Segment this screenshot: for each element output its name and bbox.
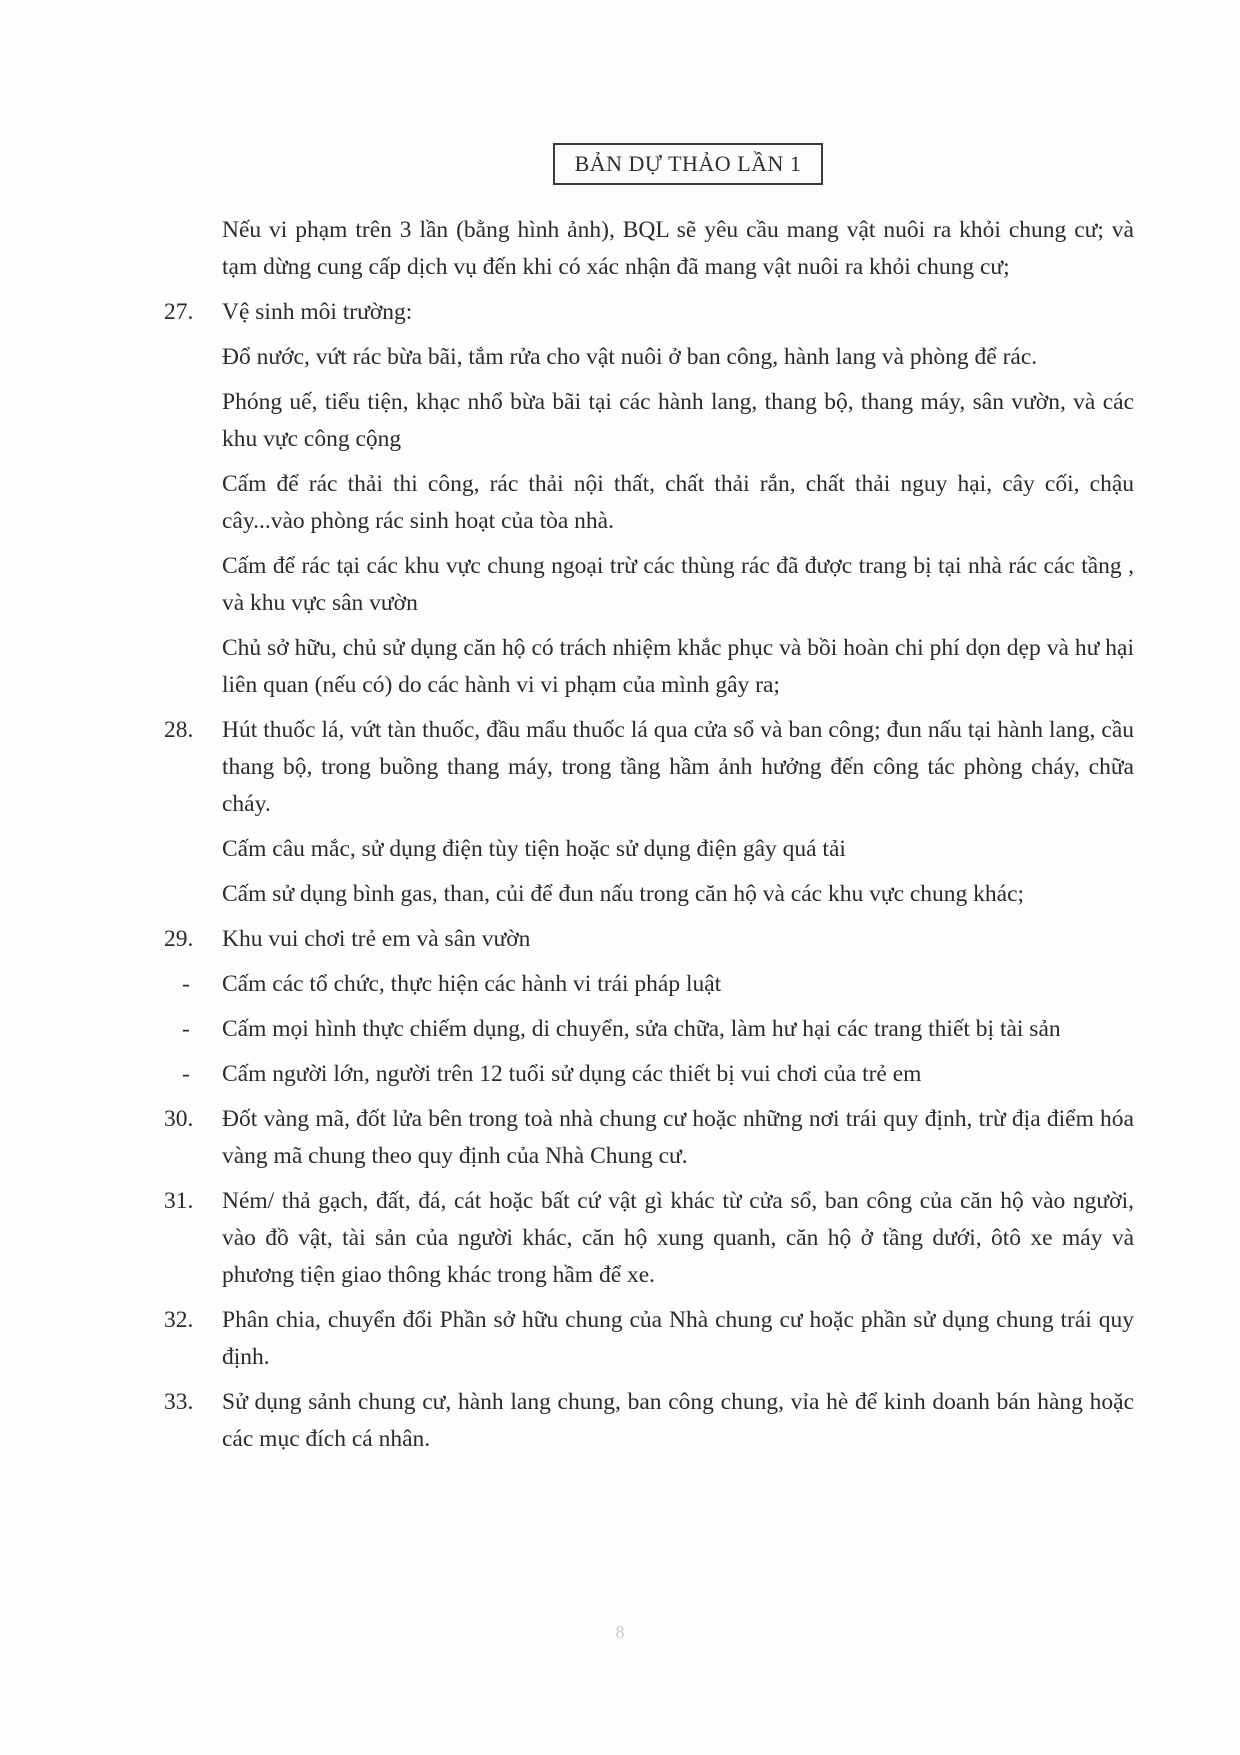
item-31 bbox=[164, 1183, 1134, 1294]
item-number: 27. bbox=[164, 299, 194, 325]
item-number: 33. bbox=[164, 1389, 194, 1415]
item-28 bbox=[164, 712, 1134, 823]
page-number: 8 bbox=[615, 1622, 625, 1642]
intro-paragraph: Nếu vi phạm trên 3 lần (bằng hình ảnh), BQL sẽ yêu cầu mang vật nuôi ra khỏi chung cư; và tạm dừng cung cấp dịch vụ đến khi có xác nhận đã mang vật nuôi ra khỏi chung cư; bbox=[222, 217, 1134, 280]
item-number: 32. bbox=[164, 1307, 194, 1333]
bullet-dash: - bbox=[182, 1016, 190, 1042]
item-number: 29. bbox=[164, 926, 194, 952]
bullet-dash: - bbox=[182, 1061, 190, 1087]
document-body bbox=[0, 212, 1240, 1458]
bullet-text: Cấm mọi hình thực chiếm dụng, di chuyển, sửa chữa, làm hư hại các trang thiết bị tài sản bbox=[222, 1016, 1061, 1042]
item-28-paragraph: Cấm sử dụng bình gas, than, củi để đun nấu trong căn hộ và các khu vực chung khác; bbox=[222, 881, 1025, 907]
item-27-paragraph: Cấm để rác tại các khu vực chung ngoại trừ các thùng rác đã được trang bị tại nhà rác các tầng , và khu vực sân vườn bbox=[222, 553, 1134, 616]
item-text: Hút thuốc lá, vứt tàn thuốc, đầu mẩu thuốc lá qua cửa sổ và ban công; đun nấu tại hành lang, cầu thang bộ, trong buồng thang máy, trong tầng hầm ảnh hưởng đến công tác phòng cháy, chữa cháy. bbox=[222, 717, 1134, 817]
item-27-paragraph: Cấm để rác thải thi công, rác thải nội thất, chất thải rắn, chất thải nguy hại, cây cối, chậu cây...vào phòng rác sinh hoạt của tòa nhà. bbox=[222, 471, 1134, 534]
item-title: Vệ sinh môi trường: bbox=[222, 299, 413, 325]
item-27-paragraph: Phóng uế, tiểu tiện, khạc nhổ bừa bãi tại các hành lang, thang bộ, thang máy, sân vườn, và các khu vực công cộng bbox=[222, 389, 1134, 452]
item-27 bbox=[164, 294, 1134, 331]
bullet-text: Cấm các tổ chức, thực hiện các hành vi trái pháp luật bbox=[222, 971, 722, 997]
bullet-text: Cấm người lớn, người trên 12 tuổi sử dụng các thiết bị vui chơi của trẻ em bbox=[222, 1061, 922, 1087]
item-number: 31. bbox=[164, 1188, 194, 1214]
item-text: Sử dụng sảnh chung cư, hành lang chung, ban công chung, vỉa hè để kinh doanh bán hàng hoặc các mục đích cá nhân. bbox=[222, 1389, 1134, 1452]
draft-label: BẢN DỰ THẢO LẦN 1 bbox=[574, 151, 802, 176]
item-title: Khu vui chơi trẻ em và sân vườn bbox=[222, 926, 531, 952]
item-27-paragraph: Đổ nước, vứt rác bừa bãi, tắm rửa cho vật nuôi ở ban công, hành lang và phòng để rác. bbox=[222, 344, 1038, 370]
bullet-item bbox=[182, 1056, 1134, 1093]
item-number: 28. bbox=[164, 717, 194, 743]
item-28-paragraph: Cấm câu mắc, sử dụng điện tùy tiện hoặc sử dụng điện gây quá tải bbox=[222, 836, 846, 862]
item-30 bbox=[164, 1101, 1134, 1175]
item-33 bbox=[164, 1384, 1134, 1458]
draft-label-box bbox=[553, 143, 823, 185]
item-text: Đốt vàng mã, đốt lửa bên trong toà nhà chung cư hoặc những nơi trái quy định, trừ địa điểm hóa vàng mã chung theo quy định của Nhà Chung cư. bbox=[222, 1106, 1134, 1169]
bullet-dash: - bbox=[182, 971, 190, 997]
item-text: Ném/ thả gạch, đất, đá, cát hoặc bất cứ vật gì khác từ cửa sổ, ban công của căn hộ vào người, vào đồ vật, tài sản của người khác, căn hộ xung quanh, căn hộ ở tầng dưới, ôtô xe máy và phương tiện giao thông khác trong hầm để xe. bbox=[222, 1188, 1134, 1288]
item-number: 30. bbox=[164, 1106, 194, 1132]
item-27-paragraph: Chủ sở hữu, chủ sử dụng căn hộ có trách nhiệm khắc phục và bồi hoàn chi phí dọn dẹp và hư hại liên quan (nếu có) do các hành vi vi phạm của mình gây ra; bbox=[222, 635, 1134, 698]
item-29 bbox=[164, 921, 1134, 958]
bullet-item bbox=[182, 966, 1134, 1003]
bullet-item bbox=[182, 1011, 1134, 1048]
item-32 bbox=[164, 1302, 1134, 1376]
item-text: Phân chia, chuyển đổi Phần sở hữu chung của Nhà chung cư hoặc phần sử dụng chung trái quy định. bbox=[222, 1307, 1134, 1370]
